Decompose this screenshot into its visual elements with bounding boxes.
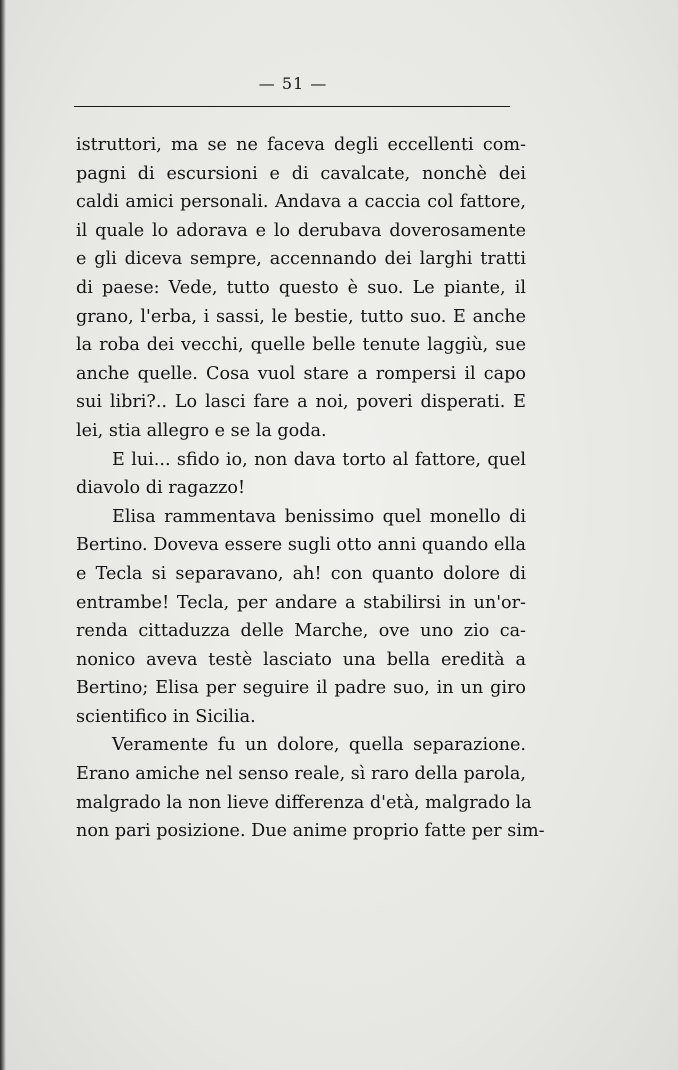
text-line: scientifico in Sicilia. xyxy=(76,706,256,727)
text-line: caldi amici personali. Andava a caccia col fattore, xyxy=(76,192,526,213)
paragraph-4 xyxy=(76,731,545,845)
text-line: Elisa rammentava benissimo quel monello di xyxy=(112,506,526,527)
text-line: entrambe! Tecla, per andare a stabilirsi in un'or- xyxy=(76,592,526,613)
text-line: anche quelle. Cosa vuol stare a rompersi il capo xyxy=(76,363,526,384)
page-number: — 51 — xyxy=(258,74,328,93)
header-rule xyxy=(74,106,510,107)
text-line: e gli diceva sempre, accennando dei larghi tratti xyxy=(76,249,526,270)
text-line: sui libri?.. Lo lasci fare a noi, poveri disperati. E xyxy=(76,392,526,413)
text-line: grano, l'erba, i sassi, le bestie, tutto suo. E anche xyxy=(76,306,526,327)
text-line: istruttori, ma se ne faceva degli eccellenti com- xyxy=(76,135,526,155)
paragraph-1 xyxy=(76,131,526,446)
text-line: pagni di escursioni e di cavalcate, nonchè dei xyxy=(76,163,526,184)
text-line: non pari posizione. Due anime proprio fatte per sim- xyxy=(76,821,545,842)
text-line: nonico aveva testè lasciato una bella eredità a xyxy=(76,649,526,670)
text-line: malgrado la non lieve differenza d'età, malgrado la xyxy=(76,792,532,813)
text-line: e Tecla si separavano, ah! con quanto dolore di xyxy=(76,563,526,584)
text-line: Bertino; Elisa per seguire il padre suo, in un giro xyxy=(76,678,526,699)
text-line: E lui... sfido io, non dava torto al fattore, quel xyxy=(112,449,526,470)
paragraph-2 xyxy=(76,446,526,503)
text-line: Bertino. Doveva essere sugli otto anni quando ella xyxy=(76,535,526,556)
text-line: di paese: Vede, tutto questo è suo. Le piante, il xyxy=(76,277,526,298)
text-line: diavolo di ragazzo! xyxy=(76,478,246,499)
text-line: Veramente fu un dolore, quella separazione. xyxy=(112,735,526,756)
text-line: Erano amiche nel senso reale, sì raro della parola, xyxy=(76,764,526,785)
body-text xyxy=(76,131,545,846)
binding-shadow xyxy=(0,0,6,1070)
text-line: la roba dei vecchi, quelle belle tenute laggiù, sue xyxy=(76,335,526,356)
text-line: renda cittaduzza delle Marche, ove uno zio ca- xyxy=(76,621,526,642)
text-line: lei, stia allegro e se la goda. xyxy=(76,420,327,441)
paragraph-3 xyxy=(76,503,526,732)
text-line: il quale lo adorava e lo derubava doverosamente xyxy=(76,220,526,241)
